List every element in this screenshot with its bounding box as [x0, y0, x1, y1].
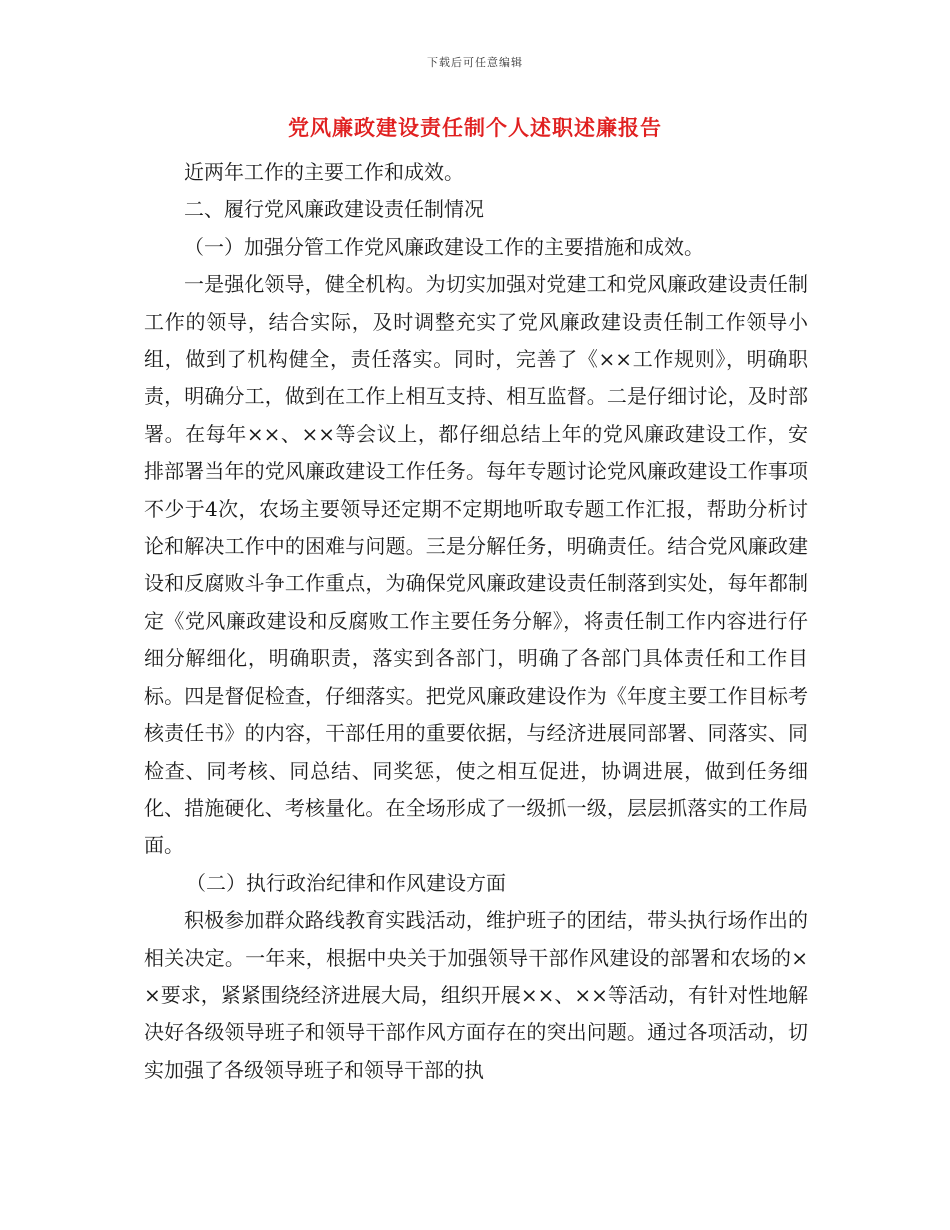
- document-title: 党风廉政建设责任制个人述职述廉报告: [288, 115, 662, 140]
- header-note: 下载后可任意编辑: [427, 56, 523, 69]
- paragraph: 一是强化领导，健全机构。为切实加强对党建工和党风廉政建设责任制工作的领导，结合实际，及时调整充实了党风廉政建设责任制工作领导小组，做到了机构健全，责任落实。同时，完善了《××工作规则》，明确职责，明确分工，做到在工作上相互支持、相互监督。二是仔细讨论，及时部署。在每年××、××等会议上，都仔细总结上年的党风廉政建设工作，安排部署当年的党风廉政建设工作任务。每年专题讨论党风廉政建设工作事项不少于4次，农场主要领导还定期不定期地听取专题工作汇报，帮助分析讨论和解决工作中的困难与问题。三是分解任务，明确责任。结合党风廉政建设和反腐败斗争工作重点，为确保党风廉政建设责任制落到实处，每年都制定《党风廉政建设和反腐败工作主要任务分解》，将责任制工作内容进行仔细分解细化，明确职责，落实到各部门，明确了各部门具体责任和工作目标。四是督促检查，仔细落实。把党风廉政建设作为《年度主要工作目标考核责任书》的内容，干部任用的重要依据，与经济进展同部署、同落实、同检查、同考核、同总结、同奖惩，使之相互促进，协调进展，做到任务细化、措施硬化、考核量化。在全场形成了一级抓一级，层层抓落实的工作局面。: [144, 272, 808, 858]
- section-heading: 二、履行党风廉政建设责任制情况: [184, 197, 484, 222]
- subsection-heading: （二）执行政治纪律和作风建设方面: [186, 870, 506, 895]
- document-body: [144, 154, 808, 1089]
- paragraph: 积极参加群众路线教育实践活动，维护班子的团结，带头执行场作出的相关决定。一年来，根据中央关于加强领导干部作风建设的部署和农场的××要求，紧紧围绕经济进展大局，组织开展××、××等活动，有针对性地解决好各级领导班子和领导干部作风方面存在的突出问题。通过各项活动，切实加强了各级领导班子和领导干部的执: [144, 908, 808, 1082]
- subsection-heading: （一）加强分管工作党风廉政建设工作的主要措施和成效。: [184, 234, 704, 259]
- paragraph: 近两年工作的主要工作和成效。: [184, 160, 464, 184]
